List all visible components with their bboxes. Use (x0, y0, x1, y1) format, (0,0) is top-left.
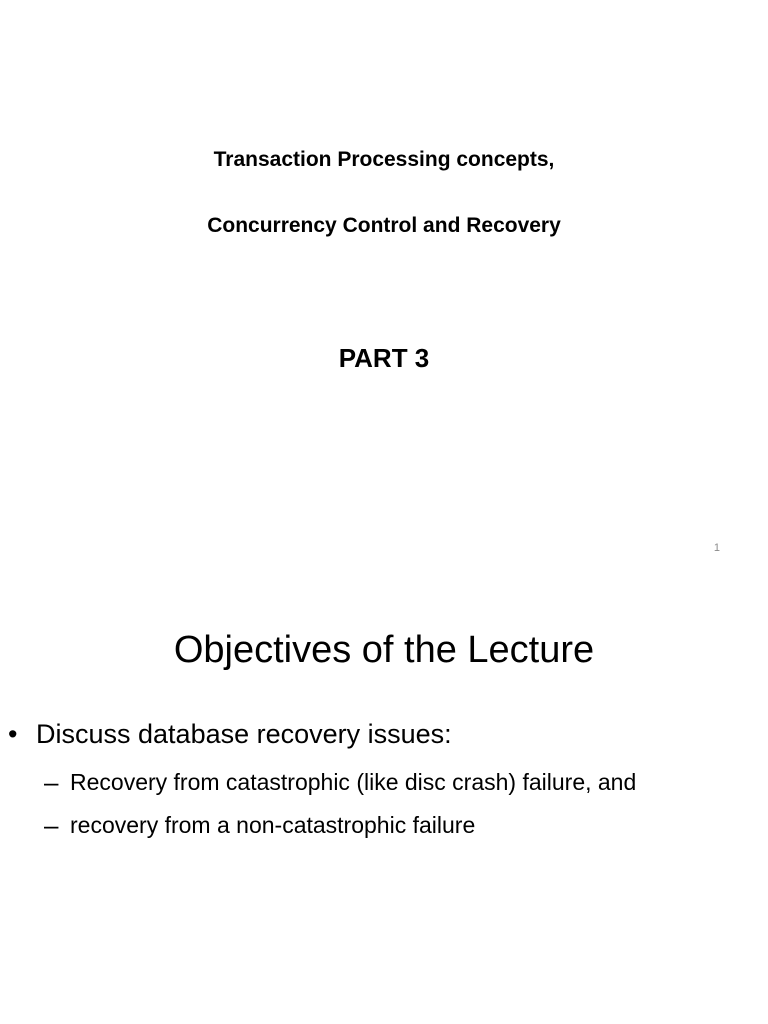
bullet-dot-icon: • (8, 719, 18, 749)
slide-objectives (0, 575, 768, 1024)
bullet-item (8, 719, 452, 750)
sub-bullet-item (44, 767, 636, 798)
dash-icon: – (44, 767, 59, 797)
slide-title-line-1: Transaction Processing concepts, (213, 148, 555, 171)
page-number: 1 (713, 542, 720, 554)
sub-bullet-text: recovery from a non-catastrophic failure (70, 812, 476, 838)
bullet-text: Discuss database recovery issues: (36, 719, 452, 749)
part-label: PART 3 (338, 343, 430, 373)
sub-bullet-text: Recovery from catastrophic (like disc crash) failure, and (70, 769, 637, 795)
slide-title-line-2: Concurrency Control and Recovery (207, 214, 561, 237)
sub-bullet-item (44, 810, 475, 841)
dash-icon: – (44, 810, 59, 840)
slide-heading: Objectives of the Lecture (173, 629, 595, 671)
